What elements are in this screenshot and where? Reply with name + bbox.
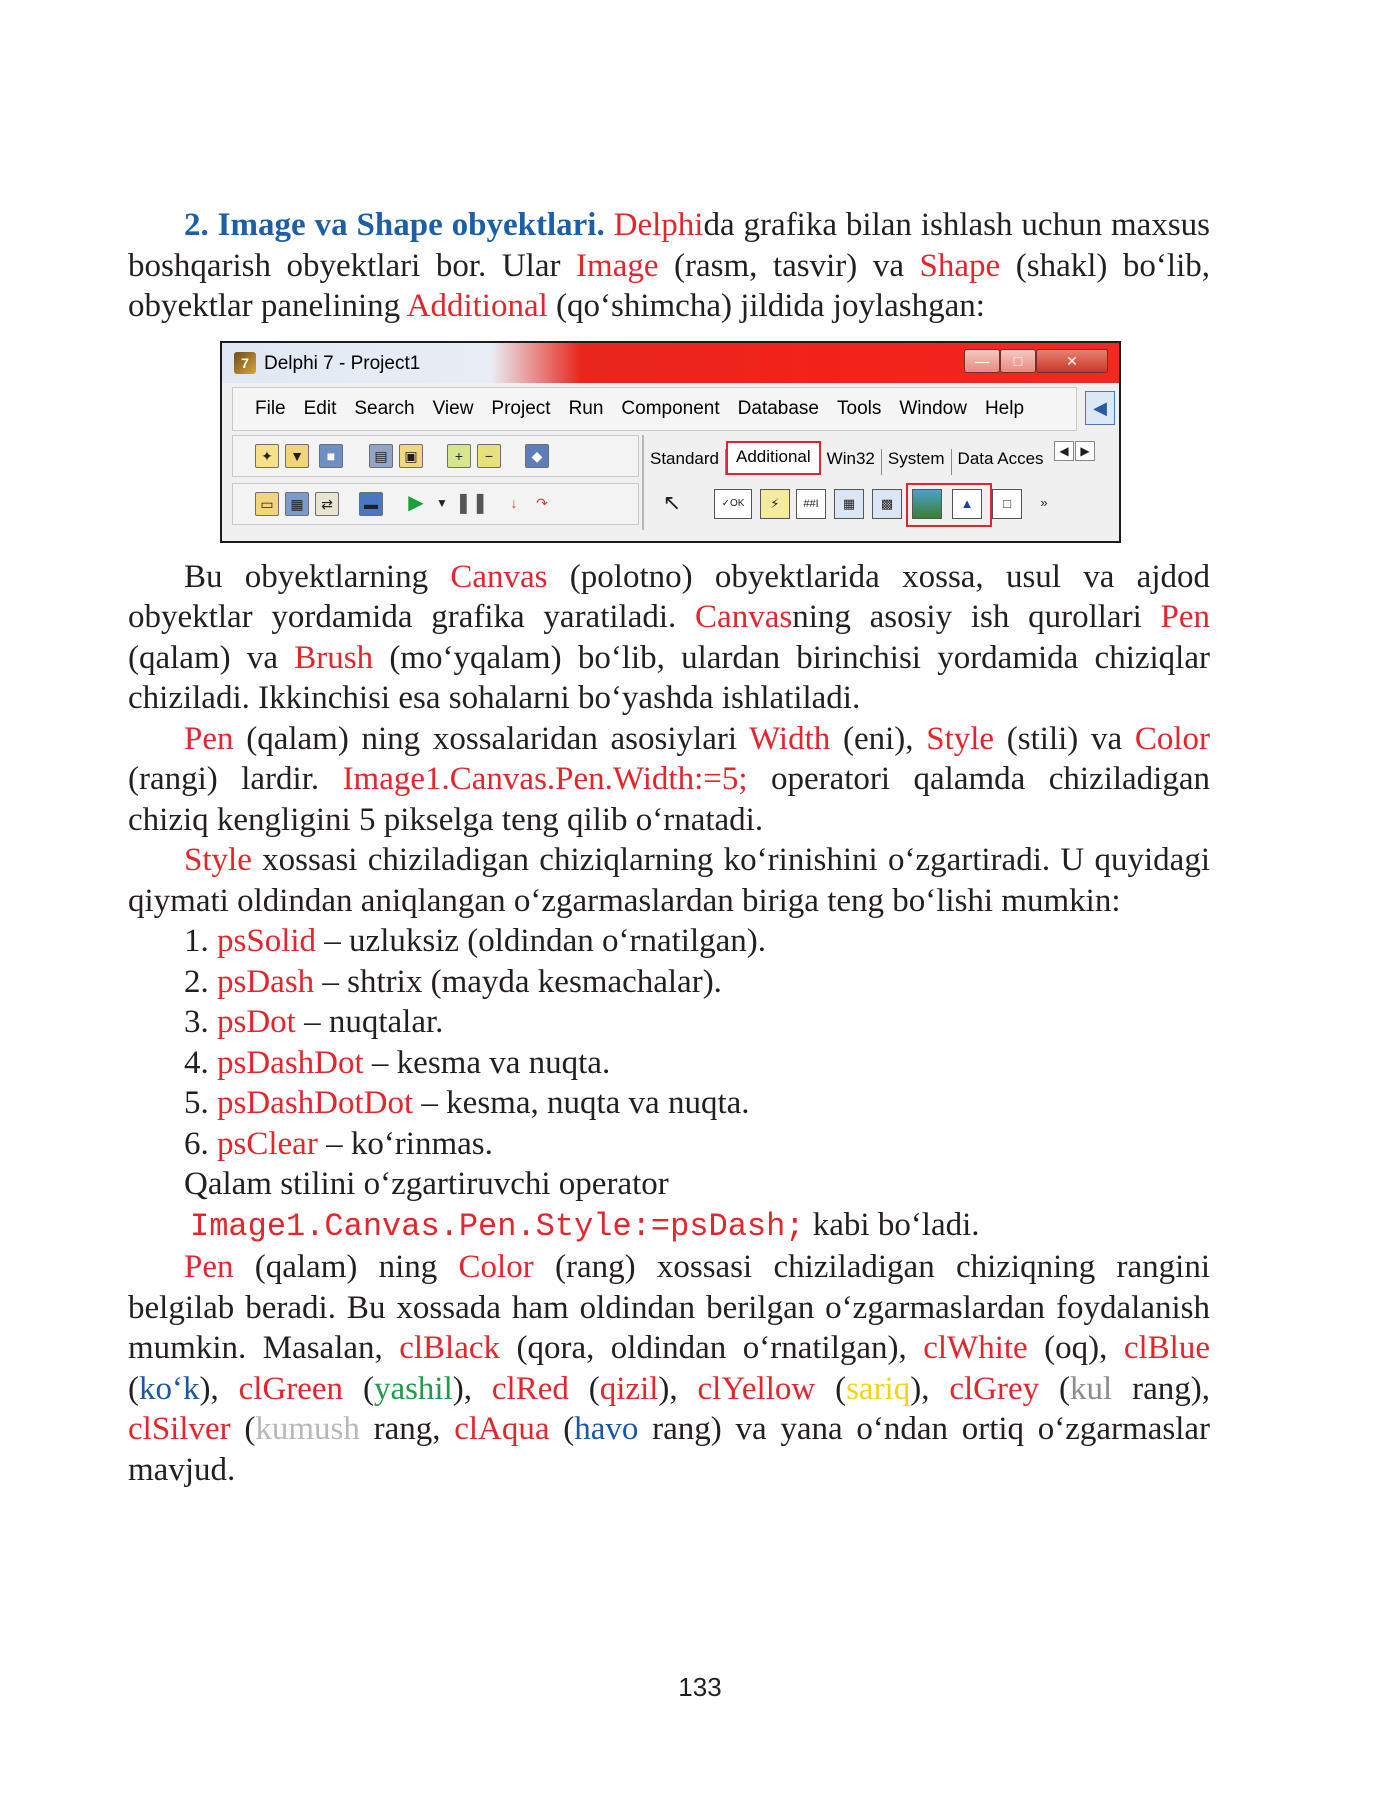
save-icon[interactable]: ■ [319,444,343,468]
text-run: ( [815,1370,847,1407]
highlighted-term: clBlue [1123,1330,1210,1366]
highlighted-term: havo [574,1411,639,1447]
list-item: 2. psDash – shtrix (mayda kesmachalar). [184,963,722,1000]
menu-edit[interactable]: Edit [303,397,337,419]
run-dropdown-icon[interactable]: ▼ [436,495,448,510]
highlighted-term: Additional [406,288,548,324]
text-run: ning asosiy ish qurollari [792,599,1161,635]
highlighted-term: clYellow [697,1370,816,1407]
text-run: xossasi chiziladigan chiziqlarning ko‘rinishini o‘zgartiradi. U quyidagi qiymati oldindan aniqlangan o‘zgarmaslardan biriga teng bo‘lishi mumkin: [128,842,1210,919]
highlighted-term: Style [926,720,995,757]
highlighted-term: Color [1134,720,1210,757]
text-run: operatori qalamda chiziladigan chiziq kengligini 5 pikselga teng qilib o‘rnatadi. [128,761,1210,838]
highlighted-term: Pen [1160,599,1210,635]
highlighted-term: Canvas [695,599,793,635]
shape-icon[interactable]: ▲ [952,489,982,519]
text-run: ( [549,1411,575,1447]
new-icon[interactable]: ✦ [255,444,279,468]
section-heading: 2. Image va Shape obyektlari. [184,207,605,243]
text-run: (stili) va [994,720,1135,757]
palette-tabs [644,435,1099,475]
paragraph-colors [128,1247,1210,1490]
highlighted-term: qizil [599,1370,659,1407]
page-number: 133 [678,1672,722,1702]
drawgrid-icon[interactable]: ▩ [872,489,902,519]
palette-components [644,479,1099,527]
trace-into-icon[interactable]: ↓ [510,494,518,511]
help-book-icon[interactable]: ◆ [525,444,549,468]
text-run: (shakl) bo‘lib, obyektlar panelining [128,247,1210,324]
speedbutton-icon[interactable]: ⚡ [760,489,790,519]
highlighted-term: Width [749,720,831,757]
page-body [128,205,1210,1490]
text-run: ( [343,1370,374,1407]
maskedit-icon[interactable]: ##I [796,489,826,519]
add-file-icon[interactable]: + [447,444,471,468]
tab-scroll-right-icon[interactable]: ▶ [1075,441,1095,461]
tab-additional[interactable]: Additional [726,441,821,475]
menu-file[interactable]: File [255,397,286,419]
tab-scroll-left-icon[interactable]: ◀ [1054,441,1074,461]
highlighted-term: clGrey [949,1370,1040,1407]
text-run: rang, [359,1411,455,1447]
highlighted-term: Image1.Canvas.Pen.Width:=5; [342,761,748,797]
text-run: rang) va yana o‘ndan ortiq o‘zgarmaslar mavjud. [128,1411,1211,1488]
text-run: (polotno) obyektlarida xossa, usul va ajdod obyektlar yordamida grafika yaratiladi. [128,558,1210,635]
component-palette [642,435,1099,530]
ide-menu-bar [232,387,1077,431]
highlighted-term: Style [184,842,252,878]
menu-help[interactable]: Help [984,397,1025,419]
bitbtn-icon[interactable]: ✓OK [714,489,752,519]
highlighted-term: Canvas [450,558,548,595]
view-form-icon[interactable]: ▦ [285,492,309,516]
paragraph-style [128,840,1210,921]
ide-toolbars [232,435,637,530]
tab-win32[interactable]: Win32 [821,449,882,475]
step-over-icon[interactable]: ↷ [536,494,548,511]
text-run: ( [568,1370,600,1407]
list-item: 3. psDot – nuqtalar. [184,1004,444,1040]
text-run: (qo‘shimcha) jildida joylashgan: [547,288,985,324]
close-icon[interactable]: ✕ [1036,349,1108,373]
highlighted-term: sariq [846,1370,911,1407]
menu-view[interactable]: View [432,397,474,419]
open-project-icon[interactable]: ▣ [399,444,423,468]
tab-system[interactable]: System [882,449,952,475]
palette-toggle-icon[interactable]: ◀ [1085,391,1115,425]
paragraph-pen-properties [128,719,1210,841]
toggle-form-icon[interactable]: ⇄ [315,492,339,516]
menu-window[interactable]: Window [899,397,967,419]
operator-intro: Qalam stilini o‘zgartiruvchi operator [184,1166,669,1202]
highlighted-term: kumush [255,1411,360,1447]
list-item: 6. psClear – ko‘rinmas. [184,1125,493,1162]
text-run: ( [128,1370,139,1407]
highlighted-term: clRed [491,1370,569,1407]
open-icon[interactable]: ▼ [285,444,309,468]
highlighted-term: Image [576,247,659,284]
ide-title-bar [222,343,1119,383]
highlighted-term: Color [458,1249,534,1285]
remove-file-icon[interactable]: − [477,444,501,468]
toolbar-row-1 [232,435,639,477]
delphi-logo-icon: 7 [234,352,256,374]
text-run: (qalam) ning xossalaridan asosiylari [233,720,750,757]
text-run: ), [452,1370,492,1407]
menu-tools[interactable]: Tools [837,397,882,419]
highlighted-term: clBlack [399,1330,501,1366]
text-run: (qora, oldindan o‘rnatilgan), [500,1330,924,1366]
highlighted-term: Pen [184,720,234,757]
text-run: (qalam) va [128,639,295,676]
menu-project[interactable]: Project [491,397,551,419]
text-run: (eni), [830,720,927,757]
menu-database[interactable]: Database [737,397,819,419]
text-run: ), [910,1370,950,1407]
run-icon[interactable]: ▶ [408,491,424,514]
toolbar-row-2 [232,483,639,525]
text-run: (rangi) lardir. [128,761,343,797]
text-run: (qalam) ning [233,1249,459,1285]
tab-standard[interactable]: Standard [644,449,726,475]
maximize-icon[interactable]: □ [1000,349,1036,373]
text-run: (oq), [1027,1330,1124,1366]
menu-run[interactable]: Run [568,397,604,419]
highlighted-term: Shape [919,247,1001,284]
highlighted-term: clAqua [454,1411,550,1447]
more-components-icon[interactable]: » [1040,494,1048,510]
highlighted-term: yashil [373,1370,453,1407]
stringgrid-icon[interactable]: ▦ [834,489,864,519]
highlighted-term: kul [1070,1370,1113,1407]
minimize-icon[interactable]: — [964,349,1000,373]
delphi-ide-screenshot [220,341,1121,543]
tab-data-access[interactable]: Data Acces [957,448,1044,468]
text-run: Bu obyektlarning [184,558,451,595]
highlighted-term: clSilver [128,1411,231,1447]
highlighted-term: Delphi [613,207,704,243]
text-run: rang), [1112,1370,1210,1407]
new-form-icon[interactable]: ▬ [359,492,383,516]
text-run: ( [1039,1370,1071,1407]
pen-styles-list [128,921,1210,1164]
text-run: ( [230,1411,256,1447]
ide-window-title: Delphi 7 - Project1 [264,352,421,374]
arrow-cursor-icon[interactable]: ↖ [662,489,682,515]
text-run: (rang) xossasi chiziladigan chiziqning rangini belgilab beradi. Bu xossada ham oldindan berilgan o‘zgarmaslardan foydalanish mumkin. Masalan, [128,1249,1210,1366]
text-run: da grafika bilan ishlash uchun maxsus boshqarish obyektlari bor. Ular [128,207,1211,284]
text-run: ), [658,1370,698,1407]
menu-component[interactable]: Component [621,397,720,419]
paragraph-canvas [128,557,1210,719]
pause-icon[interactable]: ❚❚ [455,491,489,514]
text-run: (mo‘yqalam) bo‘lib, ulardan birinchisi yordamida chiziqlar chiziladi. Ikkinchisi esa sohalarni bo‘yashda ishlatiladi. [128,639,1210,716]
list-item: 4. psDashDot – kesma va nuqta. [184,1044,611,1081]
list-item: 5. psDashDotDot – kesma, nuqta va nuqta. [184,1085,750,1121]
code-line: Image1.Canvas.Pen.Style:=psDash; [190,1207,805,1245]
list-item: 1. psSolid – uzluksiz (oldindan o‘rnatilgan). [184,923,767,959]
view-unit-icon[interactable]: ▭ [255,492,279,516]
save-all-icon[interactable]: ▤ [369,444,393,468]
highlighted-term: Brush [294,639,374,676]
text-run: (rasm, tasvir) va [658,247,920,284]
highlighted-term: clGreen [238,1370,344,1407]
bevel-icon[interactable]: □ [992,489,1022,519]
menu-search[interactable]: Search [354,397,415,419]
highlighted-term: Pen [184,1249,234,1285]
code-example [128,1205,1210,1248]
text-run: ), [199,1370,239,1407]
code-tail: kabi bo‘ladi. [804,1206,980,1243]
highlighted-term: ko‘k [139,1370,200,1407]
image-shape-highlight [906,483,992,527]
highlighted-term: clWhite [923,1330,1028,1366]
section-intro [128,205,1210,327]
